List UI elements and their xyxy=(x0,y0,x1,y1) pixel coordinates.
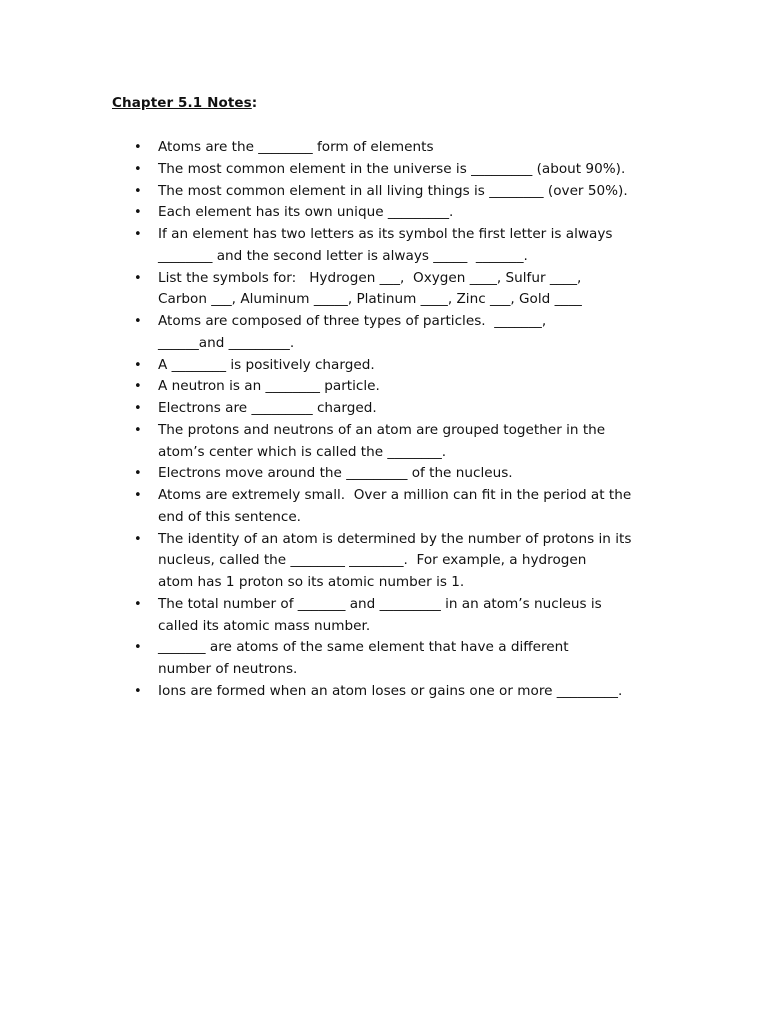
note-text: The identity of an atom is determined by the number of protons in its nucleus, called the ________ ________. For example, a hydrogen atom has 1 proton so its atomic number is 1. xyxy=(158,530,632,590)
list-item xyxy=(134,181,668,203)
bullet-icon: • xyxy=(134,227,142,242)
bullet-icon: • xyxy=(134,270,142,286)
list-item xyxy=(134,398,668,420)
list-item xyxy=(134,137,668,159)
title-colon: : xyxy=(251,95,258,111)
note-text: Electrons move around the _________ of the nucleus. xyxy=(158,465,513,482)
bullet-icon: • xyxy=(134,401,142,416)
note-text: The most common element in all living things is ________ (over 50%). xyxy=(158,182,628,199)
bullet-icon: • xyxy=(134,379,142,395)
bullet-icon: • xyxy=(134,531,142,547)
title-text: Chapter 5.1 Notes xyxy=(112,95,252,111)
bullet-icon: • xyxy=(134,161,142,177)
note-text: The protons and neutrons of an atom are grouped together in the atom’s center which is called the ________. xyxy=(158,421,606,460)
notes-list xyxy=(134,137,668,703)
list-item xyxy=(134,159,668,181)
bullet-icon: • xyxy=(134,422,142,438)
note-text: Atoms are composed of three types of particles. _______, ______and _________. xyxy=(158,313,547,351)
bullet-icon: • xyxy=(134,683,142,699)
bullet-icon: • xyxy=(134,596,142,612)
list-item xyxy=(134,268,668,312)
bullet-icon: • xyxy=(134,205,142,221)
bullet-icon: • xyxy=(134,314,142,329)
note-text: Each element has its own unique _________. xyxy=(158,204,454,221)
page-title xyxy=(112,95,257,111)
list-item xyxy=(134,376,668,398)
note-text: The total number of _______ and _________ in an atom’s nucleus is called its atomic mass number. xyxy=(158,595,602,634)
note-text: If an element has two letters as its symbol the first letter is always ________ and the second letter is always _____ _______. xyxy=(158,226,613,264)
note-text: Atoms are extremely small. Over a million can fit in the period at the end of this sentence. xyxy=(158,487,632,525)
note-text: Ions are formed when an atom loses or gains one or more _________. xyxy=(158,682,623,699)
bullet-icon: • xyxy=(134,640,142,656)
bullet-icon: • xyxy=(134,488,142,503)
note-text: The most common element in the universe is _________ (about 90%). xyxy=(158,160,626,177)
list-item xyxy=(134,420,668,464)
list-item xyxy=(134,224,668,268)
note-text: A neutron is an ________ particle. xyxy=(158,378,380,395)
bullet-icon: • xyxy=(134,140,142,155)
note-text: A ________ is positively charged. xyxy=(158,356,375,373)
note-text: _______ are atoms of the same element that have a different number of neutrons. xyxy=(158,639,569,677)
list-item xyxy=(134,463,668,485)
bullet-icon: • xyxy=(134,183,142,199)
note-text: List the symbols for: Hydrogen ___, Oxygen ____, Sulfur ____, Carbon ___, Aluminum _____, Platinum ____, Zinc ___, Gold ____ xyxy=(158,269,582,308)
list-item xyxy=(134,485,668,529)
note-text: Atoms are the ________ form of elements xyxy=(158,139,434,155)
list-item xyxy=(134,637,668,681)
bullet-icon: • xyxy=(134,466,142,482)
list-item xyxy=(134,311,668,355)
bullet-icon: • xyxy=(134,357,142,373)
list-item xyxy=(134,681,668,703)
list-item xyxy=(134,594,668,638)
list-item xyxy=(134,355,668,377)
note-text: Electrons are _________ charged. xyxy=(158,400,377,416)
list-item xyxy=(134,529,668,594)
list-item xyxy=(134,202,668,224)
